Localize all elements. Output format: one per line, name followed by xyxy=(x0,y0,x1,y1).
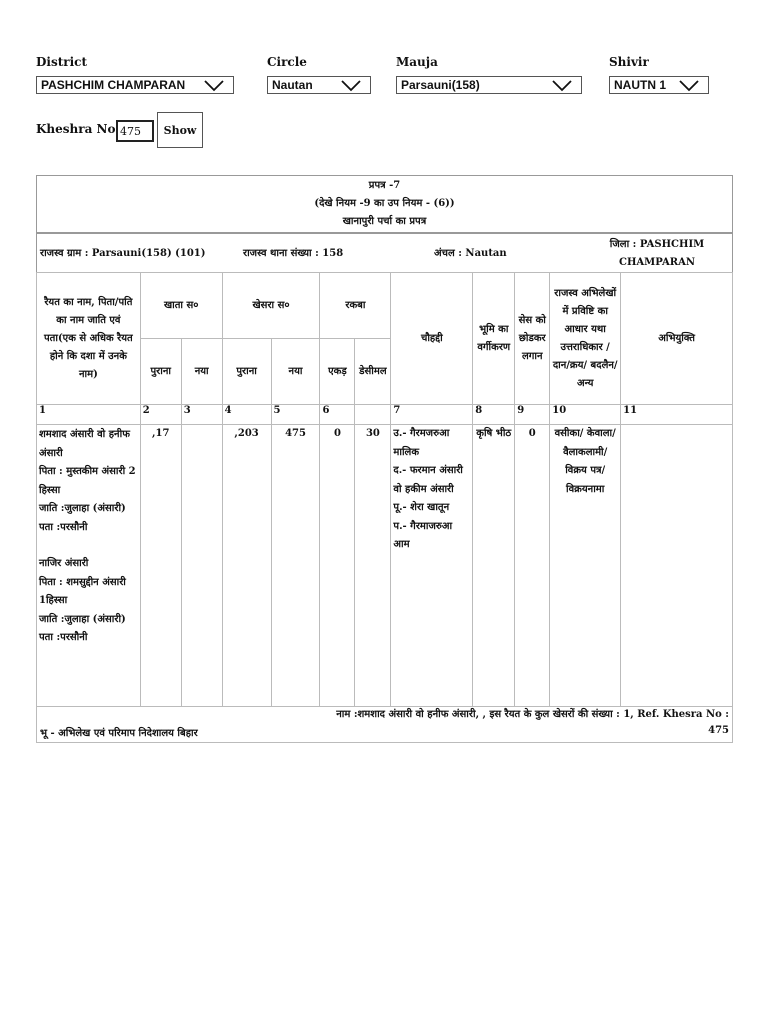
boundary-west: प.- गैरमाजरुआ आम xyxy=(393,520,453,550)
lagan-value: 0 xyxy=(515,425,550,707)
raiyat-name-2: नाजिर अंसारी xyxy=(39,558,89,569)
raiyat-caste-1: जाति :जुलाहा (अंसारी) xyxy=(39,503,126,514)
circle-select-value: Nautan xyxy=(272,78,313,92)
footer-ref-khesra: 475 xyxy=(708,725,729,736)
footer-summary: नाम :शमशाद अंसारी वो हनीफ अंसारी, , इस रैयत के कुल खेसरों की संख्या : 1, Ref. Khesra No : xyxy=(336,709,729,720)
district-select[interactable] xyxy=(36,76,234,94)
khesra-old-header: पुराना xyxy=(222,339,271,405)
district-info-line2: CHAMPARAN xyxy=(619,257,695,268)
form-subtitle: खानापुरी पर्चा का प्रपत्र xyxy=(342,216,427,227)
circle-label: Circle xyxy=(267,55,307,69)
boundary-north: उ.- गैरमजरुआ मालिक xyxy=(393,428,450,458)
raiyat-cell xyxy=(37,425,141,707)
mauja-select[interactable] xyxy=(396,76,582,94)
col-chauhaddi-header: चौहद्दी xyxy=(391,273,473,405)
form-rule: (देखे नियम -9 का उप नियम - (6)) xyxy=(314,198,455,209)
bhumi-value: कृषि भीठ xyxy=(473,425,515,707)
mauja-select-value: Parsauni(158) xyxy=(401,78,480,92)
raiyat-father-1: पिता : मुस्तकीम अंसारी 2 हिस्सा xyxy=(39,466,136,496)
village-info: राजस्व ग्राम : Parsauni(158) (101) xyxy=(40,248,206,259)
col-num: 5 xyxy=(271,405,320,425)
col-rajasva-header: राजस्व अभिलेखों में प्रविष्टि का आधार यथा उत्तराधिकार /दान/क्रय/ बदलैन/अन्य xyxy=(550,273,621,405)
shivir-select-value: NAUTN 1 xyxy=(614,78,667,92)
decimal-value: 30 xyxy=(355,425,391,707)
district-label: District xyxy=(36,55,87,69)
raiyat-name-1: शमशाद अंसारी वो हनीफ अंसारी xyxy=(39,429,130,459)
col-bhumi-header: भूमि का वर्गीकरण xyxy=(473,273,515,405)
col-num: 3 xyxy=(181,405,222,425)
col-num: 2 xyxy=(140,405,181,425)
ekad-header: एकड़ xyxy=(320,339,355,405)
thana-info: राजस्व थाना संख्या : 158 xyxy=(243,248,344,259)
raiyat-father-2: पिता : शमसुद्दीन अंसारी 1हिस्सा xyxy=(39,576,126,606)
mauja-label: Mauja xyxy=(396,55,438,69)
table-row xyxy=(37,425,733,707)
col-raiyat-header: रैयत का नाम, पिता/पति का नाम जाति एवं पता(एक से अधिक रैयत होने कि दशा में उनके नाम) xyxy=(37,273,141,405)
column-number-row xyxy=(37,405,733,425)
col-abhiyukti-header: अभियुक्ति xyxy=(621,273,733,405)
col-num: 7 xyxy=(391,405,473,425)
abhiyukti-value xyxy=(621,425,733,707)
khata-new-value xyxy=(181,425,222,707)
anchal-info: अंचल : Nautan xyxy=(434,248,507,259)
khesra-new-value: 475 xyxy=(271,425,320,707)
chevron-down-icon xyxy=(551,78,573,92)
chevron-down-icon xyxy=(203,78,225,92)
district-info-line1: जिला : PASHCHIM xyxy=(609,239,705,250)
decimal-header: डेसीमल xyxy=(355,339,391,405)
circle-select[interactable] xyxy=(267,76,371,94)
ekad-value: 0 xyxy=(320,425,355,707)
boundary-south: द.- फरमान अंसारी वो हकीम अंसारी xyxy=(393,465,463,495)
col-num: 10 xyxy=(550,405,621,425)
col-num: 9 xyxy=(515,405,550,425)
district-info xyxy=(597,236,717,272)
khata-new-header: नया xyxy=(181,339,222,405)
khesra-old-value: ,203 xyxy=(222,425,271,707)
khata-old-header: पुराना xyxy=(140,339,181,405)
col-num: 8 xyxy=(473,405,515,425)
shivir-select[interactable] xyxy=(609,76,709,94)
khesra-new-header: नया xyxy=(271,339,320,405)
raiyat-caste-2: जाति :जुलाहा (अंसारी) xyxy=(39,613,126,625)
col-num: 1 xyxy=(37,405,141,425)
form-header xyxy=(36,175,733,233)
khata-old-value: ,17 xyxy=(140,425,181,707)
shivir-label: Shivir xyxy=(609,55,649,69)
col-num: 11 xyxy=(621,405,733,425)
col-num xyxy=(355,405,391,425)
col-rakba-header: रकबा xyxy=(320,273,391,339)
chevron-down-icon xyxy=(340,78,362,92)
col-khata-header: खाता स० xyxy=(140,273,222,339)
col-cess-header: सेस को छोडकर लगान xyxy=(515,273,550,405)
boundary-east: पू.- शेरा खातून xyxy=(393,502,450,513)
adhar-value: वसीका/ केवाला/ वैलाकलामी/ विक्रय पत्र/ विक्रयनामा xyxy=(550,425,621,707)
col-num: 4 xyxy=(222,405,271,425)
col-num: 6 xyxy=(320,405,355,425)
col-khesra-header: खेसरा स० xyxy=(222,273,320,339)
kheshra-label: Kheshra No xyxy=(36,122,116,136)
record-table xyxy=(36,272,733,707)
raiyat-address-2: पता :परसौनी xyxy=(39,632,88,643)
kheshra-input[interactable]: 475 xyxy=(116,120,154,142)
show-button[interactable]: Show xyxy=(157,112,203,148)
raiyat-address-1: पता :परसौनी xyxy=(39,521,88,533)
footer-department: भू - अभिलेख एवं परिमाप निदेशालय बिहार xyxy=(40,728,198,739)
chauhaddi-cell xyxy=(391,425,473,707)
table-footer xyxy=(36,703,733,743)
chevron-down-icon xyxy=(678,78,700,92)
district-select-value: PASHCHIM CHAMPARAN xyxy=(41,78,186,92)
form-title: प्रपत्र -7 xyxy=(368,180,401,191)
info-row xyxy=(36,233,733,273)
